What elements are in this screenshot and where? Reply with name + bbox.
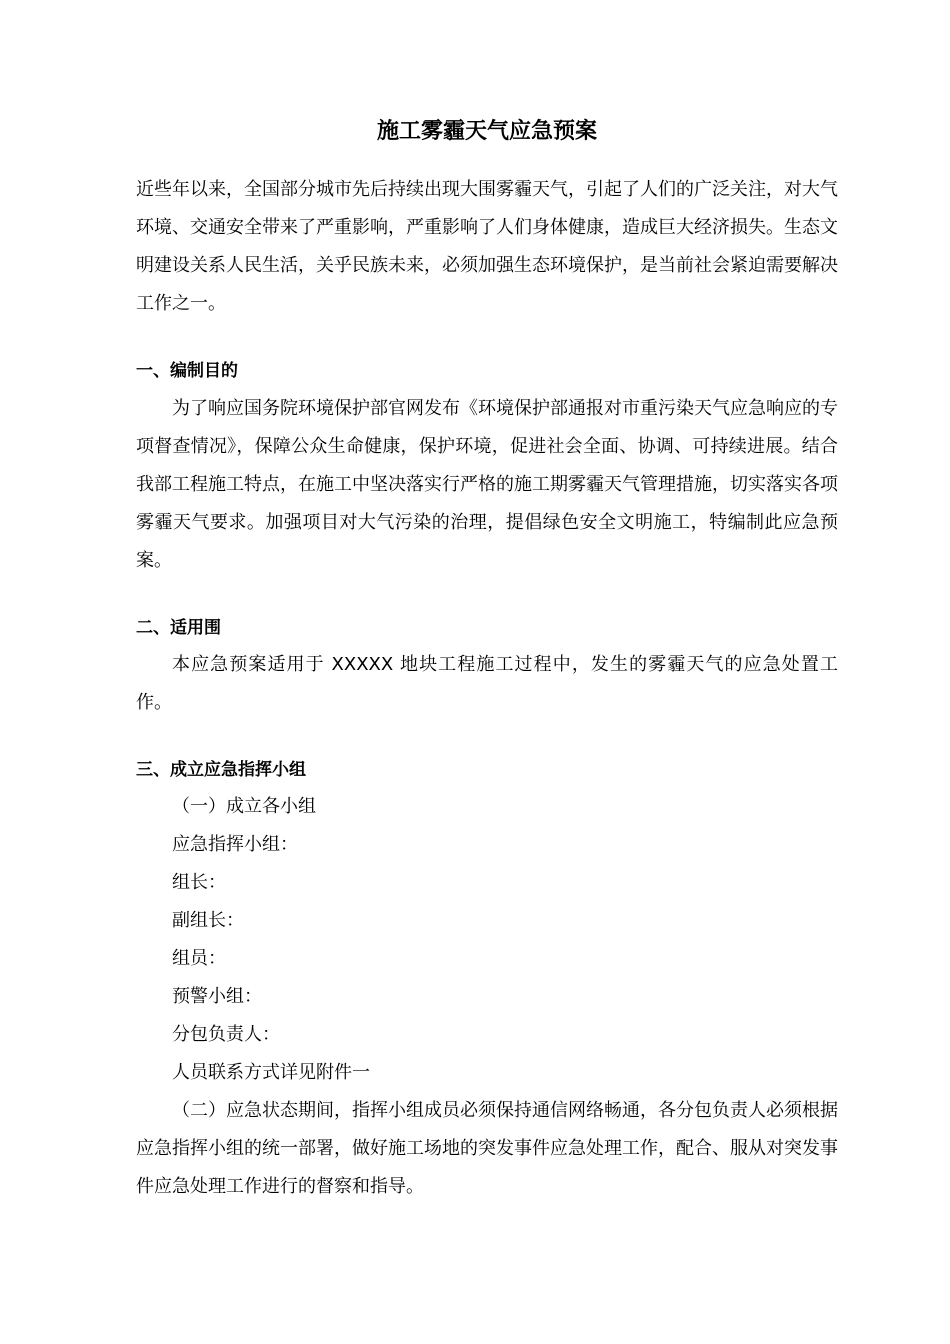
intro-paragraph: 近些年以来，全国部分城市先后持续出现大围雾霾天气，引起了人们的广泛关注，对大气环境、交通安全带来了严重影响，严重影响了人们身体健康，造成巨大经济损失。生态文明建设关系人民生活，关乎民族未来，必须加强生态环境保护，是当前社会紧迫需要解决工作之一。 <box>136 179 838 314</box>
section-heading-purpose: 一、编制目的 <box>136 361 238 381</box>
list-item: 分包负责人： <box>172 1024 280 1045</box>
list-item: 应急指挥小组： <box>172 834 298 855</box>
document-title: 施工雾霾天气应急预案 <box>376 119 597 144</box>
subsection-emergency-state: （二）应急状态期间，指挥小组成员必须保持通信网络畅通，各分包负责人必须根据应急指挥小组的统一部署，做好施工场地的突发事件应急处理工作，配合、服从对突发事件应急处理工作进行的督察和指导。 <box>136 1100 838 1197</box>
subsection-form-groups: （一）成立各小组 <box>172 796 316 817</box>
list-item: 副组长： <box>172 910 244 931</box>
section-heading-scope: 二、适用围 <box>136 618 221 638</box>
list-item: 人员联系方式详见附件一 <box>172 1062 370 1083</box>
section-body-purpose: 为了响应国务院环境保护部官网发布《环境保护部通报对市重污染天气应急响应的专项督查情况》，保障公众生命健康，保护环境，促进社会全面、协调、可持续进展。结合我部工程施工特点，在施工中坚决落实行严格的施工期雾霾天气管理措施，切实落实各项雾霾天气要求。加强项目对大气污染的治理，提倡绿色安全文明施工，特编制此应急预案。 <box>136 398 838 571</box>
section-body-scope: 本应急预案适用于 XXXXX 地块工程施工过程中，发生的雾霾天气的应急处置工作。 <box>136 654 838 713</box>
section-heading-command-group: 三、成立应急指挥小组 <box>136 760 306 780</box>
list-item: 组长： <box>172 872 226 893</box>
list-item: 组员： <box>172 948 226 969</box>
list-item: 预警小组： <box>172 986 262 1007</box>
